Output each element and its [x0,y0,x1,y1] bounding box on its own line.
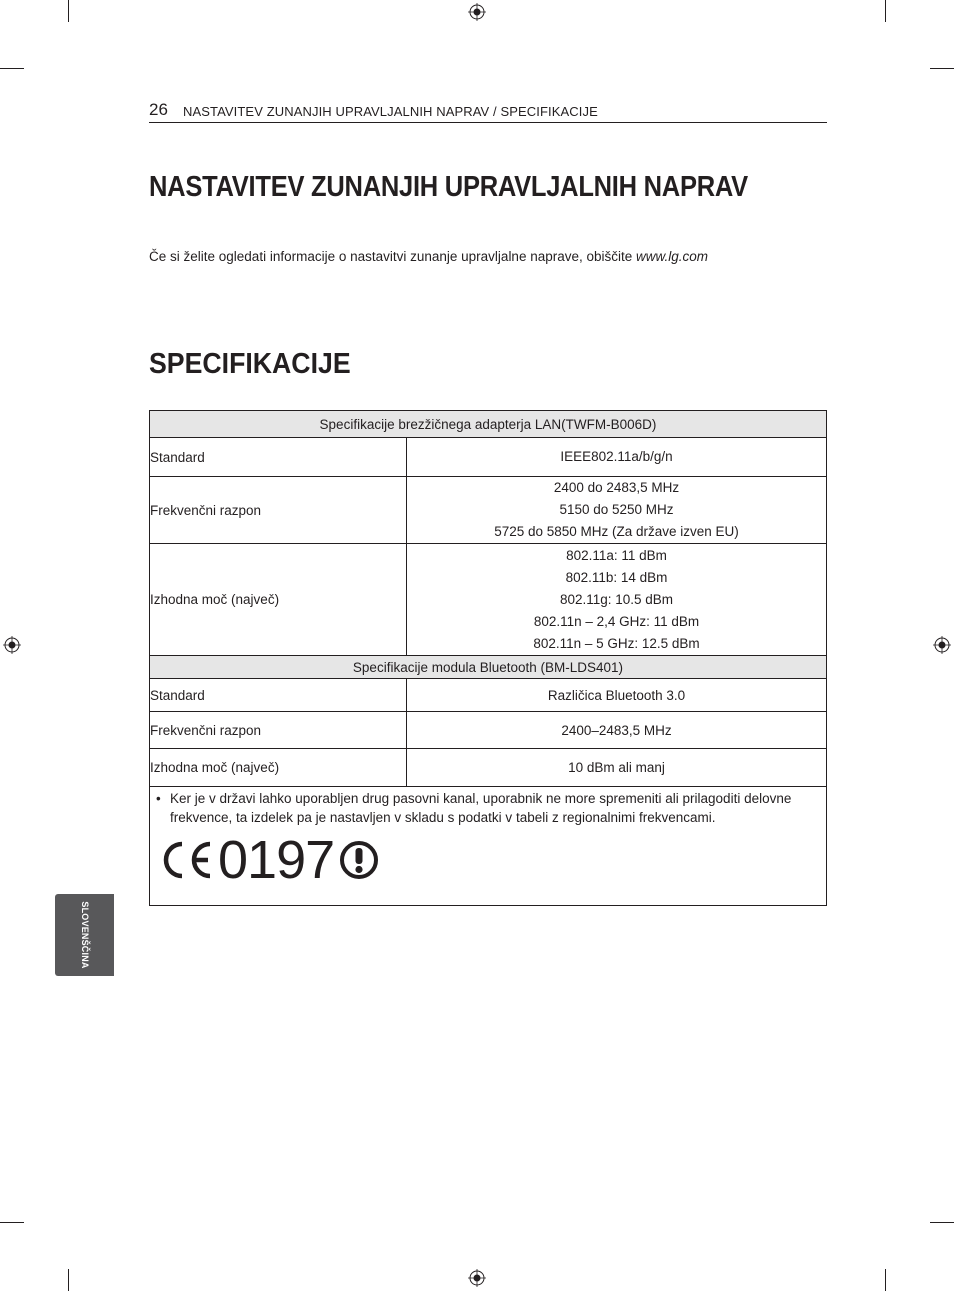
row-value [407,544,827,656]
crop-mark [68,0,69,22]
page-number: 26 [149,100,168,119]
intro-text: Če si želite ogledati informacije o nastavitvi zunanje upravljalne naprave, obiščite [149,249,637,264]
crop-mark [0,1222,24,1223]
value-line: 802.11a: 11 dBm [566,547,667,563]
value-line: 802.11b: 14 dBm [565,569,668,585]
bullet: • [156,791,161,806]
page-header [149,100,827,123]
row-label: Standard [150,679,407,712]
note [156,789,816,827]
crop-mark [930,68,954,69]
registration-mark-icon [933,636,951,654]
ce-mark-icon [158,840,214,880]
row-value: Različica Bluetooth 3.0 [407,679,827,712]
value-line: 5150 do 5250 MHz [559,502,674,517]
crop-mark [68,1269,69,1291]
row-value: 2400–2483,5 MHz [407,712,827,749]
value-line: 802.11n – 2,4 GHz: 11 dBm [533,613,700,629]
intro-paragraph [149,249,708,264]
crop-mark [885,0,886,22]
registration-mark-icon [468,3,486,21]
section-title-specifications: SPECIFIKACIJE [149,348,351,380]
language-label: SLOVENŠČINA [80,901,90,969]
table-row [150,544,827,656]
row-value [407,438,827,477]
value-line: 802.11n – 5 GHz: 12.5 dBm [533,635,700,651]
row-label: Frekvenčni razpon [150,712,407,749]
table-row [150,712,827,749]
crop-mark [930,1222,954,1223]
language-tab [55,894,114,976]
table-row [150,679,827,712]
value-line: 2400 do 2483,5 MHz [553,480,680,495]
value-line: 802.11g: 10.5 dBm [559,591,674,607]
row-value [407,477,827,544]
row-value: 10 dBm ali manj [407,749,827,787]
value-line: 5725 do 5850 MHz (Za države izven EU) [494,524,739,539]
alert-class2-icon [338,839,380,881]
running-title: NASTAVITEV ZUNANJIH UPRAVLJALNIH NAPRAV / SPECIFIKACIJE [183,104,598,119]
specifications-table [149,410,827,906]
row-label: Standard [150,438,407,477]
table-row [150,438,827,477]
section-title-setup: NASTAVITEV ZUNANJIH UPRAVLJALNIH NAPRAV [149,171,748,203]
row-label: Izhodna moč (največ) [150,544,407,656]
table-row [150,749,827,787]
crop-mark [885,1269,886,1291]
ce-marking [158,830,380,890]
note-cell [150,787,827,906]
notified-body-number: 0197 [218,830,335,890]
value-line: IEEE802.11a/b/g/n [560,449,673,464]
row-label: Izhodna moč (največ) [150,749,407,787]
lg-website-link[interactable]: www.lg.com [636,249,709,264]
wlan-heading: Specifikacije brezžičnega adapterja LAN(TWFM-B006D) [150,411,827,438]
crop-mark [0,68,24,69]
note-text: Ker je v državi lahko uporabljen drug pasovni kanal, uporabnik ne more spremeniti ali prilagoditi delovne frekvence, ta izdelek pa je nastavljen v skladu s podatki v tabeli z regionalnimi frekvencami. [170,791,792,825]
table-row [150,477,827,544]
registration-mark-icon [3,636,21,654]
row-label: Frekvenčni razpon [150,477,407,544]
registration-mark-icon [468,1269,486,1287]
bluetooth-heading: Specifikacije modula Bluetooth (BM-LDS401) [150,656,827,679]
